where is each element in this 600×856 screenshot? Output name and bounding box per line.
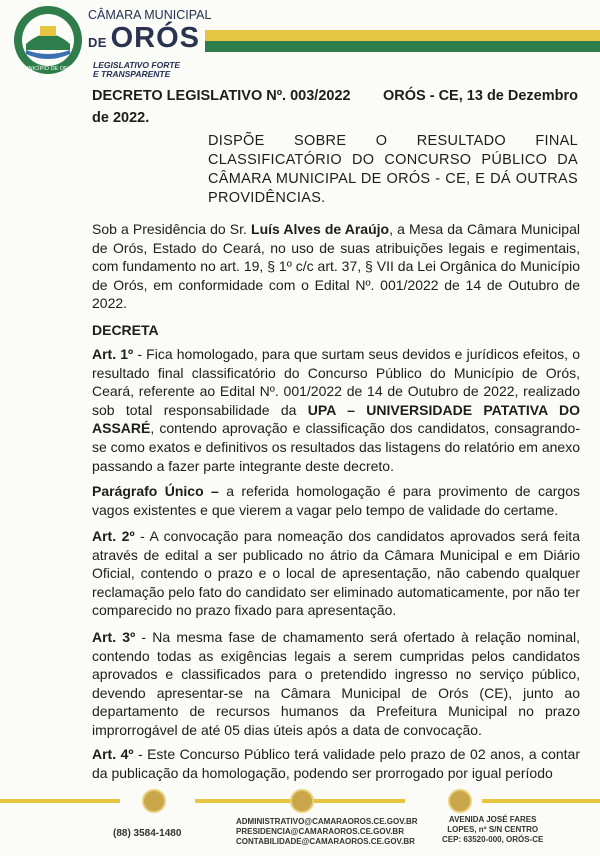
footer-rule-right xyxy=(482,799,600,803)
header-band-green xyxy=(205,41,600,52)
paragrafo-unico xyxy=(92,482,580,519)
paragrafo-label: Parágrafo Único – xyxy=(92,483,219,499)
art2-label: Art. 2º xyxy=(92,528,135,544)
footer-address-line: CEP: 63520-000, ORÓS-CE xyxy=(442,835,544,844)
header-band-yellow xyxy=(205,30,600,41)
footer-address-line: LOPES, nº S/N CENTRO xyxy=(447,825,539,834)
header-color-band xyxy=(205,30,600,52)
org-de: DE xyxy=(88,35,107,50)
footer-seal-icon xyxy=(448,789,472,813)
paragrafo-text: a referida homologação é para provimento de cargos vagos existentes e que vierem a vagar pelo tempo de validade do certame. xyxy=(92,483,580,518)
preamble-pre: Sob a Presidência do Sr. xyxy=(92,221,252,237)
art1-text-b: , contendo aprovação e classificação dos candidatos, consagrando-se como exatos e definitivos os resultados das listagens do relatório em anexo passando a fazer parte integrante deste decreto. xyxy=(92,420,580,474)
ementa: DISPÕE SOBRE O RESULTADO FINAL CLASSIFICATÓRIO DO CONCURSO PÚBLICO DA CÂMARA MUNICIPAL DE ORÓS - CE, E DÁ OUTRAS PROVIDÊNCIAS. xyxy=(208,133,578,206)
org-name-line1: CÂMARA MUNICIPAL xyxy=(88,8,212,22)
preamble-post: , a Mesa da Câmara Municipal de Orós, Estado do Ceará, no uso de suas atribuições legais e regimentais, com fundamento no art. 19, § 1º c/c art. 37, § VII da Lei Orgânica do Município de Orós, em conformidade com o Edital Nº. 001/2022 de 14 de Outubro de 2022. xyxy=(92,221,580,312)
decree-number: DECRETO LEGISLATIVO Nº. 003/2022 xyxy=(92,88,351,104)
org-name-big xyxy=(88,22,200,55)
org-oros: ORÓS xyxy=(110,22,200,54)
decreta-heading: DECRETA xyxy=(92,322,159,338)
footer-phone: (88) 3584-1480 xyxy=(113,828,182,839)
footer-email: PRESIDENCIA@CAMARAOROS.CE.GOV.BR xyxy=(236,827,404,836)
footer-emails xyxy=(236,817,418,847)
article-1 xyxy=(92,345,580,475)
place-date: ORÓS - CE, 13 de Dezembro xyxy=(383,88,578,104)
decree-year: de 2022. xyxy=(92,110,150,126)
footer-email: CONTABILIDADE@CAMARAOROS.CE.GOV.BR xyxy=(236,837,415,846)
municipal-emblem xyxy=(12,4,84,76)
art1-label: Art. 1º xyxy=(92,346,134,362)
decree-title xyxy=(92,85,578,129)
footer-address-line: AVENIDA JOSÉ FARES xyxy=(448,815,537,824)
tagline-line1: LEGISLATIVO FORTE xyxy=(93,60,181,70)
article-3 xyxy=(92,628,580,740)
president-name: Luís Alves de Araújo xyxy=(251,221,390,237)
article-4 xyxy=(92,745,580,782)
tagline-line2: E TRANSPARENTE xyxy=(93,69,171,79)
footer-rule-left xyxy=(0,799,120,803)
preamble xyxy=(92,220,580,313)
art1-text-a: - Fica homologado, para que surtam seus devidos e jurídicos efeitos, o resultado final classificatório do Concurso Público do Município de Orós, Ceará, referente ao Edital Nº. 001/2022 de 14 de Outubro de 2022, realizado sob total responsabilidade da xyxy=(92,346,580,418)
footer-address xyxy=(442,815,543,845)
art2-text: - A convocação para nomeação dos candidatos aprovados será feita através de edital a ser publicado no átrio da Câmara Municipal e em Diário Oficial, contendo o prazo e o local de apresentação, não cabendo qualquer reclamação pelo fato do candidato ser eliminado automaticamente, por não ter comparecido no prazo fixado para apresentação. xyxy=(92,528,580,619)
art1-university: UPA – UNIVERSIDADE PATATIVA DO ASSARÉ xyxy=(92,401,580,437)
art4-text: - Este Concurso Público terá validade pelo prazo de 02 anos, a contar da publicação da homologação, podendo ser prorrogado por igual período xyxy=(92,746,580,781)
footer-seal-icon xyxy=(290,789,314,813)
art4-label: Art. 4º xyxy=(92,746,134,762)
emblem-caption: MUNICÍPIO DE ORÓS xyxy=(20,66,76,72)
footer-email: ADMINISTRATIVO@CAMARAOROS.CE.GOV.BR xyxy=(236,817,418,826)
tagline xyxy=(93,61,180,79)
art3-label: Art. 3º xyxy=(92,629,136,645)
article-2 xyxy=(92,527,580,620)
art3-text: - Na mesma fase de chamamento será ofertado à relação nominal, contendo todas as exigências legais a serem cumpridas pelos candidatos aprovados e classificados para o pretendido ingresso no serviço público, devendo apresentar-se na Câmara Municipal de Orós (CE), junto ao departamento de recursos humanos da Prefeitura Municipal no prazo improrrogável de até 05 dias úteis após a data de convocação. xyxy=(92,629,581,738)
footer-seal-icon xyxy=(142,789,166,813)
